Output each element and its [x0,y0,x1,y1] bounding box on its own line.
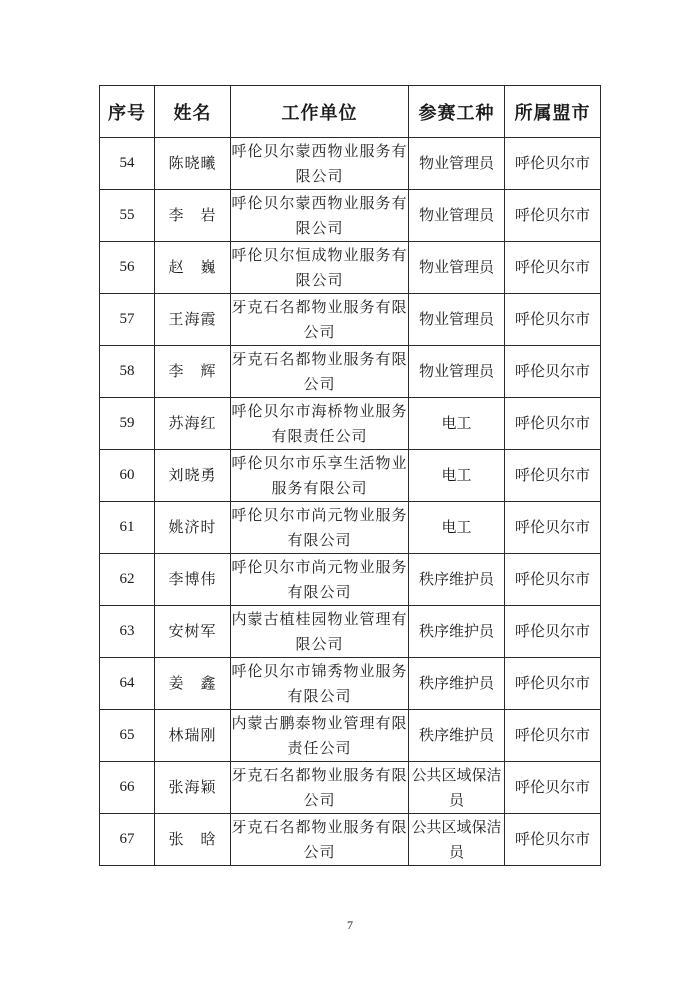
league-city-cell: 呼伦贝尔市 [505,762,601,814]
league-city-cell: 呼伦贝尔市 [505,606,601,658]
name-cell: 李博伟 [155,554,231,606]
table-row [100,710,601,762]
header-name: 姓名 [155,86,231,138]
serial-no-cell: 66 [100,762,155,814]
name-cell: 刘晓勇 [155,450,231,502]
league-city-cell: 呼伦贝尔市 [505,242,601,294]
table-row [100,658,601,710]
table-row [100,294,601,346]
work-unit-cell: 牙克石名都物业服务有限公司 [231,762,409,814]
table-row [100,814,601,866]
work-unit-cell: 呼伦贝尔蒙西物业服务有限公司 [231,138,409,190]
header-work-unit: 工作单位 [231,86,409,138]
name-cell: 姚济时 [155,502,231,554]
name-cell: 赵 巍 [155,242,231,294]
league-city-cell: 呼伦贝尔市 [505,138,601,190]
league-city-cell: 呼伦贝尔市 [505,502,601,554]
serial-no-cell: 58 [100,346,155,398]
work-unit-cell: 牙克石名都物业服务有限公司 [231,346,409,398]
work-unit-cell: 呼伦贝尔市乐享生活物业服务有限公司 [231,450,409,502]
competition-type-cell: 秩序维护员 [409,554,505,606]
serial-no-cell: 65 [100,710,155,762]
name-cell: 陈晓曦 [155,138,231,190]
league-city-cell: 呼伦贝尔市 [505,190,601,242]
work-unit-cell: 呼伦贝尔市锦秀物业服务有限公司 [231,658,409,710]
table-row [100,398,601,450]
name-cell: 李 辉 [155,346,231,398]
table-row [100,762,601,814]
league-city-cell: 呼伦贝尔市 [505,658,601,710]
serial-no-cell: 61 [100,502,155,554]
name-cell: 苏海红 [155,398,231,450]
table-row [100,554,601,606]
serial-no-cell: 57 [100,294,155,346]
serial-no-cell: 54 [100,138,155,190]
competition-type-cell: 物业管理员 [409,190,505,242]
league-city-cell: 呼伦贝尔市 [505,554,601,606]
table-row [100,190,601,242]
serial-no-cell: 63 [100,606,155,658]
name-cell: 姜 鑫 [155,658,231,710]
competition-type-cell: 秩序维护员 [409,606,505,658]
page-number: 7 [347,918,353,932]
name-cell: 安树军 [155,606,231,658]
serial-no-cell: 55 [100,190,155,242]
competition-type-cell: 秩序维护员 [409,710,505,762]
serial-no-cell: 60 [100,450,155,502]
table-row [100,502,601,554]
serial-no-cell: 56 [100,242,155,294]
league-city-cell: 呼伦贝尔市 [505,710,601,762]
work-unit-cell: 牙克石名都物业服务有限公司 [231,814,409,866]
work-unit-cell: 呼伦贝尔蒙西物业服务有限公司 [231,190,409,242]
name-cell: 张海颖 [155,762,231,814]
serial-no-cell: 62 [100,554,155,606]
table-row [100,346,601,398]
table-row [100,450,601,502]
header-row [100,86,601,138]
league-city-cell: 呼伦贝尔市 [505,814,601,866]
competition-type-cell: 物业管理员 [409,294,505,346]
contestant-table [99,85,601,866]
name-cell: 李 岩 [155,190,231,242]
competition-type-cell: 物业管理员 [409,346,505,398]
work-unit-cell: 呼伦贝尔市尚元物业服务有限公司 [231,554,409,606]
work-unit-cell: 呼伦贝尔市尚元物业服务有限公司 [231,502,409,554]
competition-type-cell: 物业管理员 [409,242,505,294]
table-row [100,606,601,658]
league-city-cell: 呼伦贝尔市 [505,450,601,502]
work-unit-cell: 呼伦贝尔恒成物业服务有限公司 [231,242,409,294]
work-unit-cell: 内蒙古植桂园物业管理有限公司 [231,606,409,658]
league-city-cell: 呼伦贝尔市 [505,294,601,346]
work-unit-cell: 呼伦贝尔市海桥物业服务有限责任公司 [231,398,409,450]
table-header [100,86,601,138]
name-cell: 张 晗 [155,814,231,866]
work-unit-cell: 牙克石名都物业服务有限公司 [231,294,409,346]
table-row [100,242,601,294]
table-body [100,138,601,866]
competition-type-cell: 电工 [409,450,505,502]
header-league-city: 所属盟市 [505,86,601,138]
competition-type-cell: 秩序维护员 [409,658,505,710]
league-city-cell: 呼伦贝尔市 [505,398,601,450]
table-row [100,138,601,190]
competition-type-cell: 公共区域保洁员 [409,814,505,866]
serial-no-cell: 64 [100,658,155,710]
work-unit-cell: 内蒙古鹏泰物业管理有限责任公司 [231,710,409,762]
league-city-cell: 呼伦贝尔市 [505,346,601,398]
serial-no-cell: 59 [100,398,155,450]
header-serial-no: 序号 [100,86,155,138]
competition-type-cell: 电工 [409,502,505,554]
competition-type-cell: 公共区域保洁员 [409,762,505,814]
competition-type-cell: 物业管理员 [409,138,505,190]
header-competition-type: 参赛工种 [409,86,505,138]
serial-no-cell: 67 [100,814,155,866]
name-cell: 王海霞 [155,294,231,346]
competition-type-cell: 电工 [409,398,505,450]
name-cell: 林瑞刚 [155,710,231,762]
